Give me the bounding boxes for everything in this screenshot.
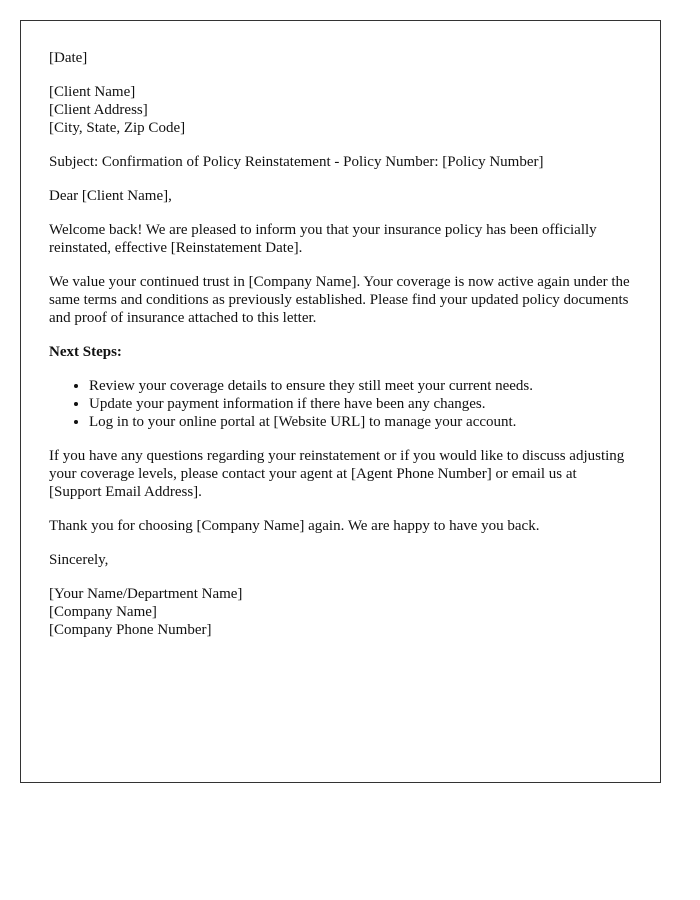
signature-company: [Company Name]: [49, 604, 157, 620]
subject: Subject: Confirmation of Policy Reinstatement - Policy Number: [Policy Number]: [49, 154, 544, 170]
next-steps-heading: [49, 343, 632, 361]
next-steps-heading-text: Next Steps:: [49, 344, 122, 360]
paragraph-coverage: We value your continued trust in [Company Name]. Your coverage is now active again under the same terms and conditions as previously established. Please find your updated policy documents and proof of insurance attached to this letter.: [49, 274, 630, 326]
signature-phone: [Company Phone Number]: [49, 622, 212, 638]
closing: Sincerely,: [49, 552, 109, 568]
client-city-state-zip: [City, State, Zip Code]: [49, 120, 186, 136]
signature-name: [Your Name/Department Name]: [49, 586, 243, 602]
next-steps-list: [49, 377, 632, 431]
paragraph-welcome: Welcome back! We are pleased to inform you that your insurance policy has been officially reinstated, effective [Reinstatement Date].: [49, 222, 597, 256]
list-item: • Review your coverage details to ensure they still meet your current needs.: [89, 377, 632, 395]
client-address: [Client Address]: [49, 102, 148, 118]
list-item: • Log in to your online portal at [Website URL] to manage your account.: [89, 413, 632, 431]
salutation: Dear [Client Name],: [49, 188, 172, 204]
list-item: • Update your payment information if there have been any changes.: [89, 395, 632, 413]
recipient-address: [49, 83, 632, 137]
client-name: [Client Name]: [49, 84, 136, 100]
paragraph-thanks: Thank you for choosing [Company Name] again. We are happy to have you back.: [49, 518, 540, 534]
letter: [20, 20, 661, 783]
paragraph-contact: If you have any questions regarding your reinstatement or if you would like to discuss adjusting your coverage levels, please contact your agent at [Agent Phone Number] or email us at [Support Email Address].: [49, 448, 625, 500]
date: [Date]: [49, 50, 88, 66]
signature-block: [49, 585, 632, 639]
